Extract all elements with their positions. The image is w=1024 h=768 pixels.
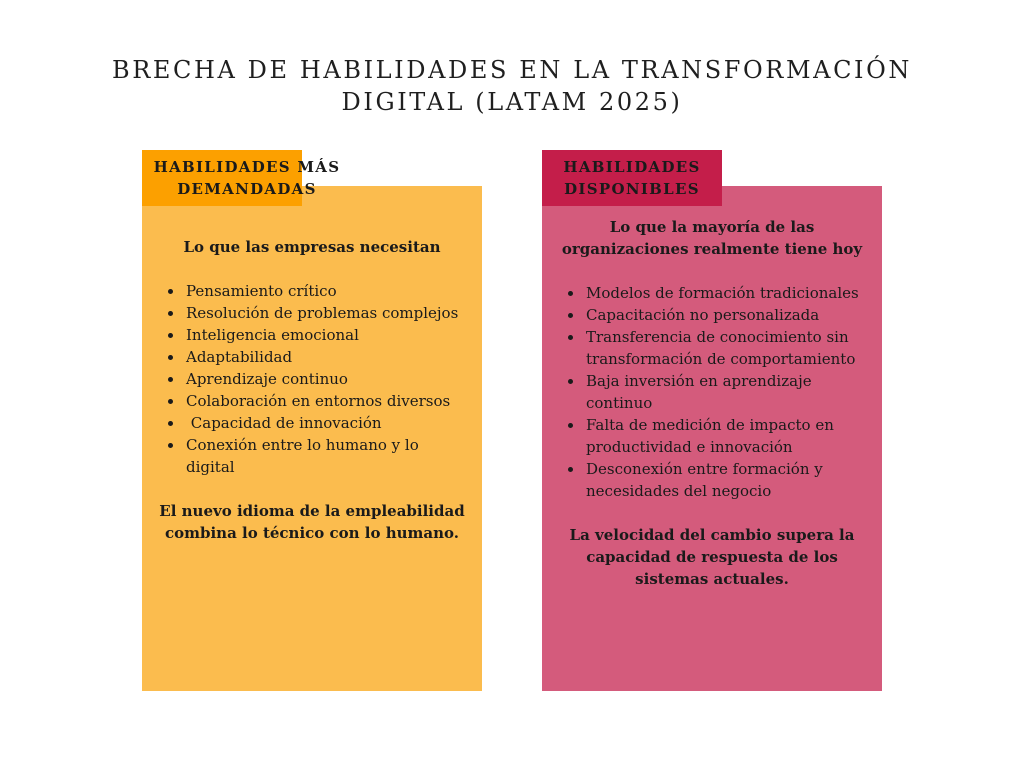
list-item: • Transferencia de conocimiento sin transformación de comportamiento bbox=[584, 326, 872, 370]
demanded-skills-heading bbox=[142, 156, 352, 200]
available-skills-content bbox=[552, 216, 872, 590]
available-skills-heading-line-1: HABILIDADES bbox=[563, 158, 701, 176]
page-title-line-2: DIGITAL (LATAM 2025) bbox=[341, 88, 683, 116]
available-skills-list bbox=[552, 282, 872, 502]
list-item: • Pensamiento crítico bbox=[184, 280, 472, 302]
demanded-skills-content bbox=[152, 236, 472, 544]
list-item: • Inteligencia emocional bbox=[184, 324, 472, 346]
demanded-skills-conclusion: El nuevo idioma de la empleabilidad combina lo técnico con lo humano. bbox=[159, 502, 465, 542]
demanded-skills-heading-line-2: DEMANDADAS bbox=[177, 180, 317, 198]
list-item: • Aprendizaje continuo bbox=[184, 368, 472, 390]
list-item: • Desconexión entre formación y necesidades del negocio bbox=[584, 458, 872, 502]
list-item: • Baja inversión en aprendizaje continuo bbox=[584, 370, 872, 414]
page-title bbox=[0, 54, 1024, 118]
available-skills-heading bbox=[542, 156, 722, 200]
demanded-skills-heading-line-1: HABILIDADES MÁS bbox=[153, 158, 341, 176]
demanded-skills-list bbox=[152, 280, 472, 478]
list-item: • Falta de medición de impacto en productividad e innovación bbox=[584, 414, 872, 458]
available-skills-conclusion: La velocidad del cambio supera la capacidad de respuesta de los sistemas actuales. bbox=[569, 526, 855, 588]
list-item: • Modelos de formación tradicionales bbox=[584, 282, 872, 304]
list-item: • Resolución de problemas complejos bbox=[184, 302, 472, 324]
available-skills-subtitle: Lo que la mayoría de las organizaciones realmente tiene hoy bbox=[561, 218, 863, 258]
available-skills-heading-line-2: DISPONIBLES bbox=[564, 180, 700, 198]
list-item: • Capacitación no personalizada bbox=[584, 304, 872, 326]
list-item: • Adaptabilidad bbox=[184, 346, 472, 368]
list-item: • Conexión entre lo humano y lo digital bbox=[184, 434, 472, 478]
page-title-line-1: BRECHA DE HABILIDADES EN LA TRANSFORMACIÓN bbox=[112, 56, 912, 84]
list-item: • Capacidad de innovación bbox=[184, 412, 472, 434]
list-item: • Colaboración en entornos diversos bbox=[184, 390, 472, 412]
demanded-skills-subtitle: Lo que las empresas necesitan bbox=[183, 238, 441, 256]
